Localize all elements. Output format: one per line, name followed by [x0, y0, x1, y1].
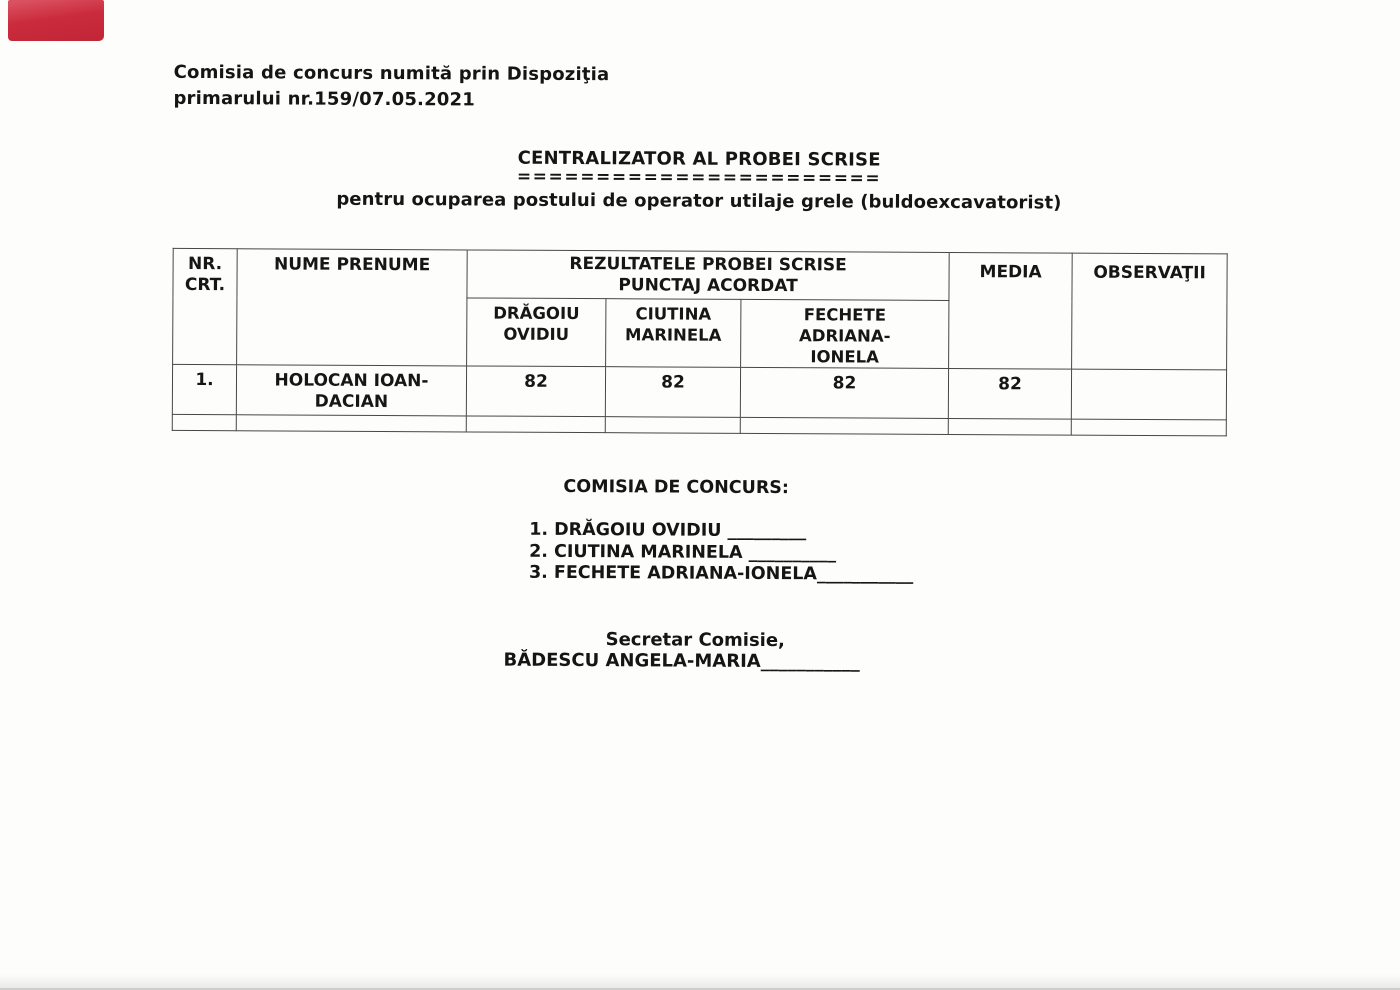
cell-score-3-empty	[740, 417, 948, 434]
cell-media: 82	[948, 368, 1071, 419]
col-header-media-label: MEDIA	[979, 262, 1042, 283]
col-header-media	[949, 252, 1073, 369]
cell-candidate-name	[236, 365, 466, 416]
table-header-row-1	[173, 248, 1227, 302]
cell-media-empty	[948, 418, 1071, 435]
col-header-evaluator-3	[741, 299, 949, 368]
cell-nr-empty	[172, 414, 236, 430]
commission-members-list	[529, 520, 914, 587]
cell-observatii	[1071, 369, 1226, 420]
evaluator-2-name: CIUTINA MARINELA	[625, 304, 722, 345]
document-subtitle: pentru ocuparea postului de operator utilaje grele (buldoexcavatorist)	[336, 188, 1062, 214]
candidate-name-text: HOLOCAN IOAN-DACIAN	[274, 370, 429, 413]
cell-score-1-empty	[466, 416, 605, 433]
group-header-line-2: PUNCTAJ ACORDAT	[618, 275, 798, 297]
cell-nr: 1.	[172, 364, 236, 414]
col-header-nume-prenume	[237, 249, 468, 366]
evaluator-1-name: DRĂGOIU OVIDIU	[493, 303, 580, 344]
issuing-authority	[173, 60, 609, 114]
cell-observatii-empty	[1071, 419, 1226, 436]
group-header-line-1: REZULTATELE PROBEI SCRISE	[569, 253, 847, 276]
table-row-candidate	[172, 364, 1226, 420]
secretary-role: Secretar Comisie,	[605, 629, 785, 652]
evaluator-3-name: FECHETE ADRIANA-IONELA	[798, 305, 891, 367]
title-underline: =======================	[516, 166, 882, 189]
cell-name-empty	[236, 415, 466, 432]
col-header-group-rezultate	[467, 250, 949, 301]
issuer-line-1: Comisia de concurs numită prin Dispoziţia	[173, 61, 610, 86]
col-header-nr-crt	[173, 248, 238, 364]
commission-member-3: 3. FECHETE ADRIANA-IONELA___________	[528, 562, 914, 585]
document-title: CENTRALIZATOR AL PROBEI SCRISE	[517, 147, 881, 171]
col-header-evaluator-2	[606, 299, 741, 368]
col-header-evaluator-1	[467, 298, 606, 367]
cell-score-evaluator-1: 82	[466, 366, 605, 417]
cell-score-evaluator-3: 82	[740, 367, 948, 418]
col-header-nr-crt-label: NR. CRT.	[184, 253, 226, 296]
col-header-nume-prenume-label: NUME PRENUME	[273, 254, 431, 276]
col-header-observatii-label: OBSERVAŢII	[1093, 262, 1206, 284]
secretary-name: BĂDESCU ANGELA-MARIA___________	[503, 649, 860, 673]
scan-bottom-shade	[0, 974, 1400, 990]
commission-member-2: 2. CIUTINA MARINELA __________	[529, 541, 837, 563]
results-table	[172, 248, 1228, 437]
cell-score-evaluator-2: 82	[605, 367, 740, 418]
cell-score-2-empty	[605, 417, 740, 434]
commission-heading: COMISIA DE CONCURS:	[563, 476, 789, 499]
commission-member-1: 1. DRĂGOIU OVIDIU _________	[529, 519, 807, 542]
col-header-observatii	[1072, 253, 1228, 370]
issuer-line-2: primarului nr.159/07.05.2021	[173, 87, 476, 111]
